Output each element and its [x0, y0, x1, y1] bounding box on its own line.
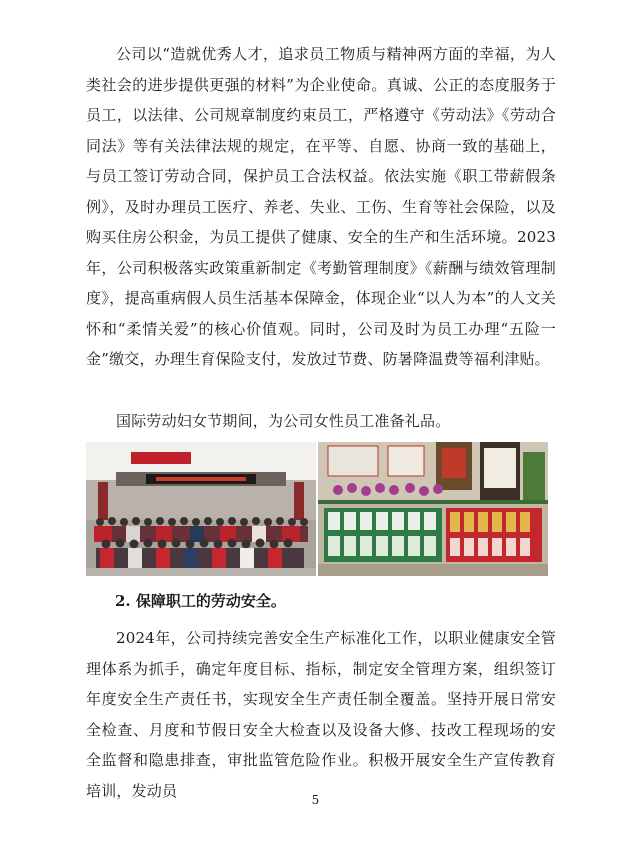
paragraph-employee-welfare: 公司以“造就优秀人才，追求员工物质与精神两方面的幸福，为人类社会的进步提供更强的材料”为企业使命。真诚、公正的态度服务于员工，以法律、公司规章制度约束员工，严格遵守《劳动法》《劳动合同法》等有关法律法规的规定，在平等、自愿、协商一致的基础上，与员工签订劳动合同，保护员工合法权益。依法实施《职工带薪假条例》，及时办理员工医疗、养老、失业、工伤、生育等社会保险，以及购买住房公积金，为员工提供了健康、安全的生产和生活环境。2023年，公司积极落实政策重新制定《考勤管理制度》《薪酬与绩效管理制度》，提高重病假人员生活基本保障金，体现企业“以人为本”的人文关怀和“柔情关爱”的核心价值观。同时，公司及时为员工办理“五险一金”缴交，办理生育保险支付，发放过节费、防暑降温费等福利津贴。	[86, 45, 556, 368]
womens-day-group-photo	[86, 442, 316, 576]
group-photo-illustration	[86, 442, 316, 576]
gift-photo-illustration	[318, 442, 548, 576]
paragraph-safety-production: 2024年，公司持续完善安全生产标准化工作，以职业健康安全管理体系为抓手，确定年度目标、指标，制定安全管理方案，组织签订年度安全生产责任书，实现安全生产责任制全覆盖。坚持开展日常安全检查、月度和节假日安全大检查以及设备大修、技改工程现场的安全监督和隐患排查，审批监管危险作业。积极开展安全生产宣传教育培训，发动员	[86, 629, 556, 800]
gift-display-photo	[318, 442, 548, 576]
section-heading-labor-safety: 2. 保障职工的劳动安全。	[115, 592, 286, 610]
page-number: 5	[311, 793, 320, 807]
paragraph-womens-day: 国际劳动妇女节期间，为公司女性员工准备礼品。	[116, 412, 451, 430]
